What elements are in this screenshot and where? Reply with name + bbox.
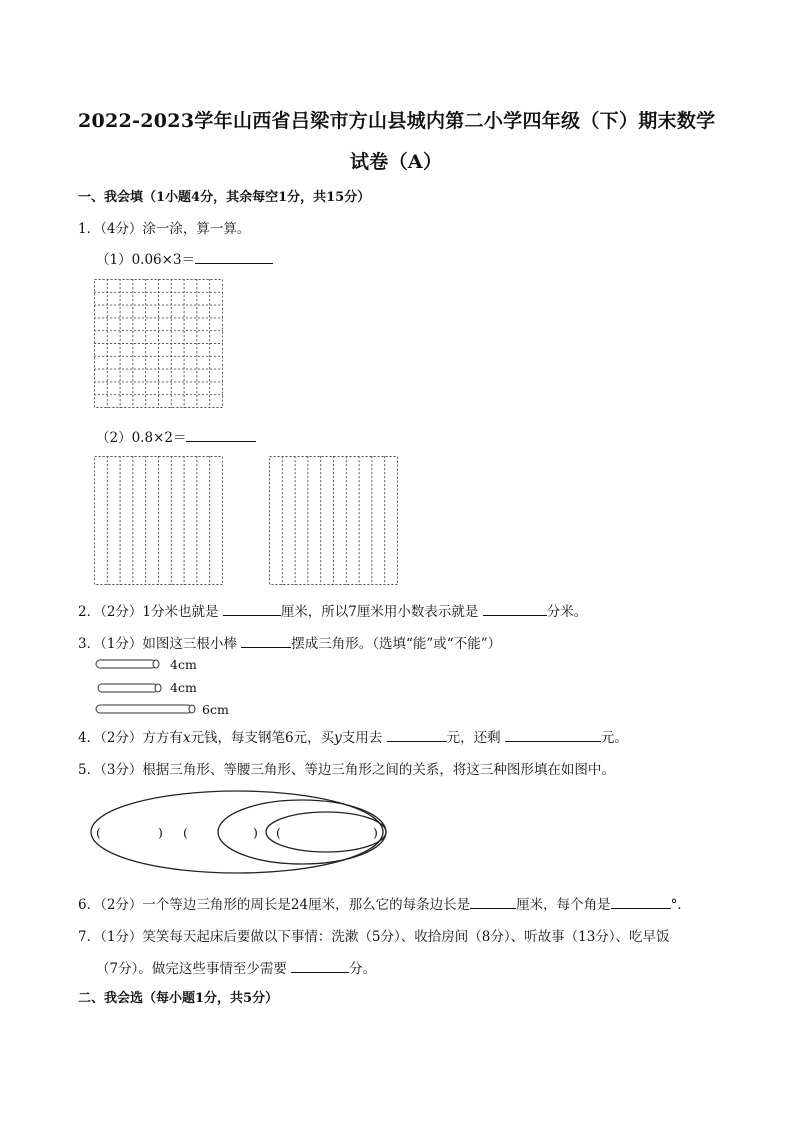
q4-text-b: 元钱，每支钢笔6元，买 bbox=[190, 730, 335, 746]
q4-blank-1[interactable] bbox=[387, 727, 447, 742]
middle-paren-left: ( bbox=[183, 825, 188, 840]
sticks-figure bbox=[94, 656, 234, 720]
q7-line2 bbox=[96, 957, 376, 977]
q4-text-a: 4．（2分）方方有 bbox=[78, 730, 183, 746]
q2-text-a: 2．（2分）1分米也就是 bbox=[78, 604, 223, 620]
q4-blank-2[interactable] bbox=[505, 727, 601, 742]
stick-3 bbox=[96, 705, 195, 713]
middle-ellipse bbox=[218, 800, 386, 864]
q2-blank-2[interactable] bbox=[483, 601, 547, 616]
q3-text-a: 3．（1分）如图这三根小棒 bbox=[78, 636, 242, 652]
q3 bbox=[78, 632, 501, 652]
q6-blank-2[interactable] bbox=[611, 894, 671, 909]
tenths-rect-right[interactable] bbox=[269, 456, 399, 586]
q1-stem: 1．（4分）涂一涂，算一算。 bbox=[78, 221, 251, 237]
stick-2 bbox=[98, 684, 161, 692]
q1-sub2-blank[interactable] bbox=[186, 427, 256, 442]
q2-text-b: 厘米，所以7厘米用小数表示就是 bbox=[280, 604, 483, 620]
section1-heading: 一、我会填（1小题4分，其余每空1分，共15分） bbox=[78, 190, 371, 205]
q1-sub2-text: （2）0.8×2＝ bbox=[96, 430, 187, 446]
q1-sub2 bbox=[96, 426, 256, 446]
q1-sub1-blank[interactable] bbox=[195, 249, 273, 264]
q4-text-e: 元。 bbox=[600, 730, 628, 746]
q6-text-a: 6．（2分）一个等边三角形的周长是24厘米，那么它的每条边长是 bbox=[78, 897, 471, 913]
q6-text-c: °． bbox=[670, 897, 691, 913]
section2-heading: 二、我会选（每小题1分，共5分） bbox=[78, 991, 279, 1006]
stick-1 bbox=[96, 660, 159, 668]
q4-var-x: x bbox=[182, 730, 191, 746]
stick-3-label: 6cm bbox=[202, 702, 229, 717]
q7-blank[interactable] bbox=[291, 958, 349, 973]
q4 bbox=[78, 726, 628, 746]
q1-sub1 bbox=[96, 248, 273, 268]
q4-var-y: y bbox=[334, 730, 342, 746]
q6-blank-1[interactable] bbox=[470, 894, 516, 909]
middle-paren-right: ) bbox=[253, 825, 258, 840]
q1-sub1-text: （1）0.06×3＝ bbox=[96, 252, 196, 268]
inner-paren-right: ) bbox=[373, 825, 378, 840]
q6-text-b: 厘米，每个角是 bbox=[516, 897, 611, 913]
inner-paren-left: ( bbox=[276, 825, 281, 840]
stick-2-label: 4cm bbox=[170, 680, 197, 695]
q7-text-b: 分。 bbox=[349, 961, 377, 977]
nested-ellipses-figure[interactable] bbox=[88, 788, 388, 876]
outer-paren-right: ) bbox=[158, 825, 163, 840]
q2-text-c: 分米。 bbox=[546, 604, 588, 620]
hundred-grid[interactable] bbox=[94, 279, 224, 409]
q2-blank-1[interactable] bbox=[223, 601, 281, 616]
outer-paren-left: ( bbox=[96, 825, 101, 840]
q7-line1: 7．（1分）笑笑每天起床后要做以下事情：洗漱（5分）、收拾房间（8分）、听故事（13分）、吃早饭 bbox=[78, 929, 670, 945]
stick-1-label: 4cm bbox=[170, 657, 197, 672]
q4-text-d: 元，还剩 bbox=[446, 730, 505, 746]
q5-text: 5．（3分）根据三角形、等腰三角形、等边三角形之间的关系，将这三种图形填在如图中。 bbox=[78, 762, 615, 778]
q7-text-a: （7分）。做完这些事情至少需要 bbox=[96, 961, 292, 977]
inner-ellipse bbox=[266, 812, 386, 852]
q3-text-b: 摆成三角形。（选填“能”或“不能”） bbox=[291, 636, 502, 652]
page-title-line1: 2022-2023学年山西省吕梁市方山县城内第二小学四年级（下）期末数学 bbox=[78, 110, 716, 132]
q6 bbox=[78, 893, 691, 913]
q3-blank[interactable] bbox=[241, 633, 291, 648]
q4-text-c: 支用去 bbox=[341, 730, 387, 746]
tenths-rect-left[interactable] bbox=[94, 456, 224, 586]
q2 bbox=[78, 600, 587, 620]
page-title-line2: 试卷（A） bbox=[350, 151, 443, 173]
